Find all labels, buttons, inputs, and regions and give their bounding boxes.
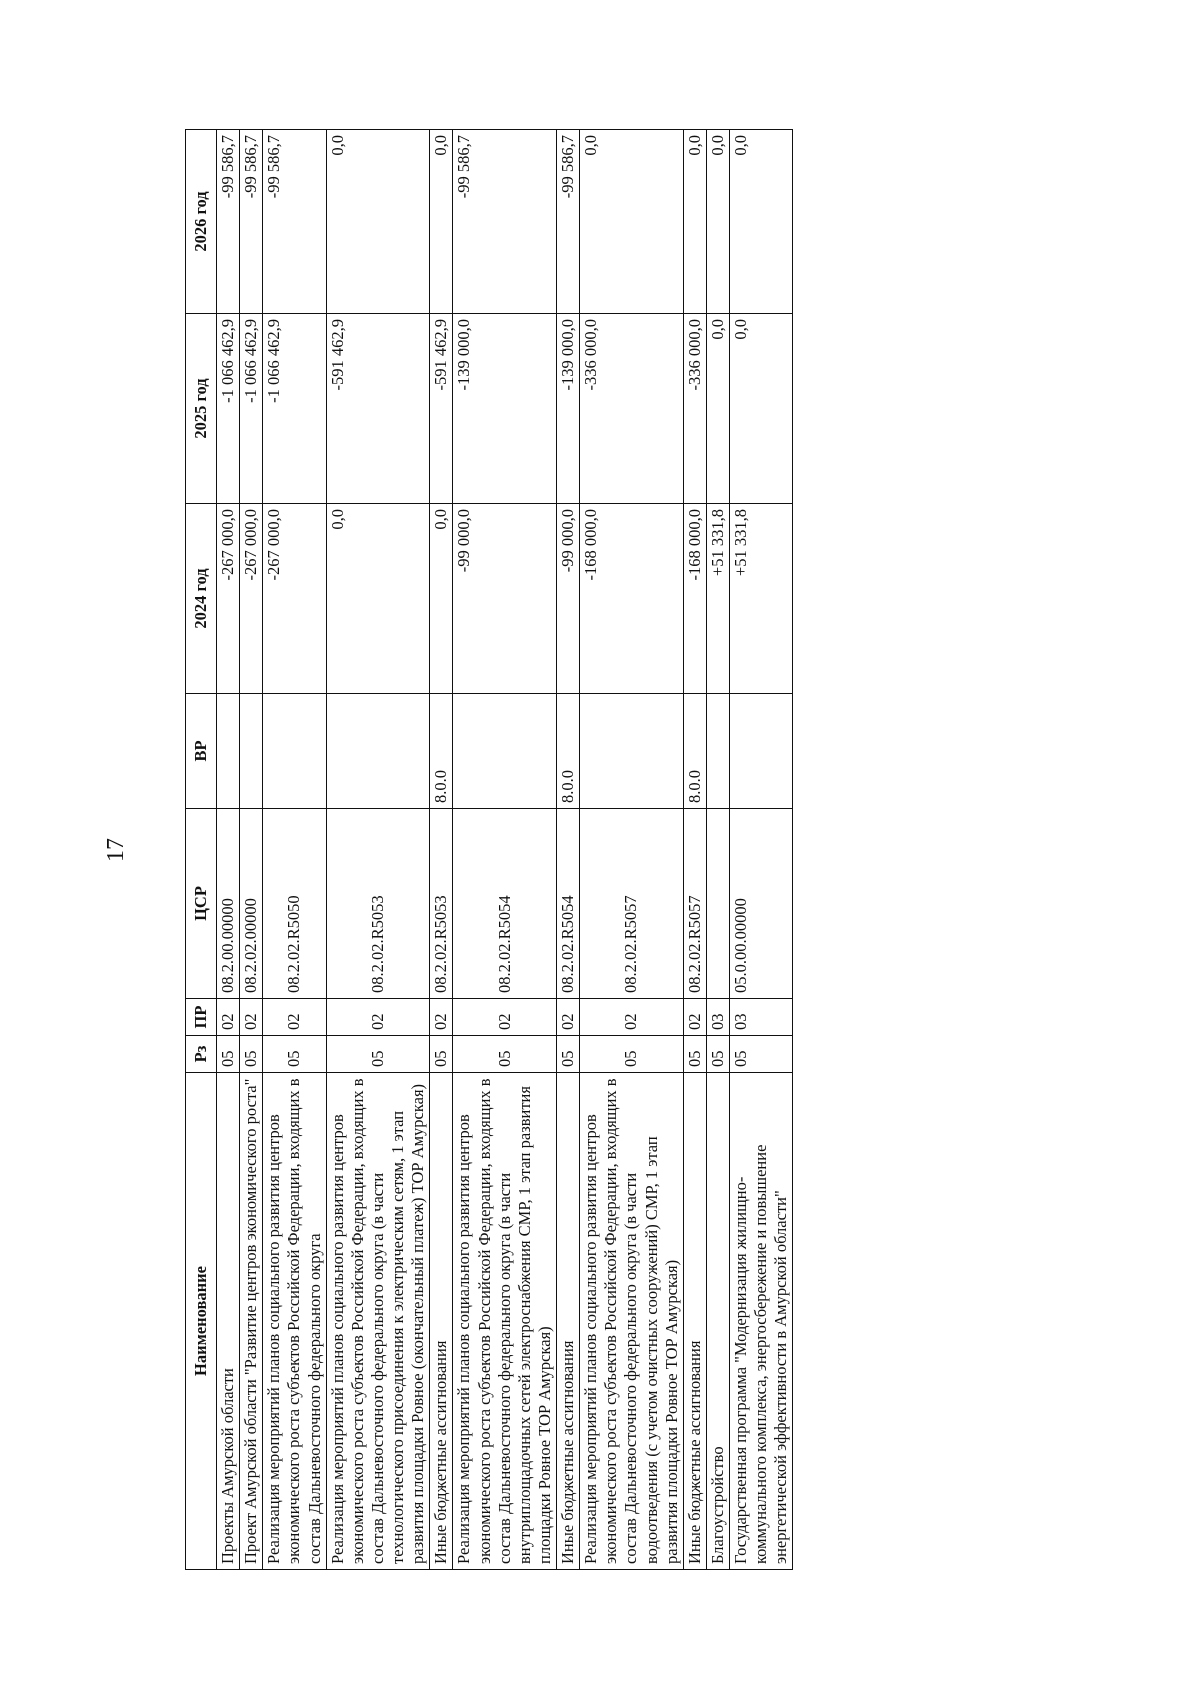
budget-table-container <box>185 130 1015 1570</box>
cell-2025: -591 462,9 <box>326 314 430 504</box>
cell-2025: 0,0 <box>706 314 729 504</box>
cell-2026: 0,0 <box>730 130 793 314</box>
table-header-row <box>186 130 217 1570</box>
cell-rz: 05 <box>557 1036 580 1073</box>
table-row <box>263 130 326 1570</box>
cell-vr: 8.0.0 <box>430 694 453 809</box>
cell-name: Иные бюджетные ассигнования <box>683 1073 706 1570</box>
cell-2025: 0,0 <box>730 314 793 504</box>
cell-2025: -336 000,0 <box>580 314 684 504</box>
cell-2026: -99 586,7 <box>453 130 557 314</box>
cell-name: Иные бюджетные ассигнования <box>430 1073 453 1570</box>
cell-2025: -1 066 462,9 <box>217 314 240 504</box>
header-2024: 2024 год <box>186 504 217 694</box>
cell-name: Реализация мероприятий планов социального развития центров экономического роста субъектов Российской Федерации, входящих в состав Дальневосточного федерального округа <box>263 1073 326 1570</box>
cell-pr: 02 <box>557 999 580 1036</box>
table-row <box>240 130 263 1570</box>
cell-csr <box>706 809 729 999</box>
budget-table <box>185 129 793 1570</box>
cell-vr <box>217 694 240 809</box>
cell-name: Реализация мероприятий планов социального развития центров экономического роста субъектов Российской Федерации, входящих в состав Дальневосточного федерального округа (в части водоотведения (с учетом очистных сооружений) СМР, 1 этап развития площадки Ровное ТОР Амурская) <box>580 1073 684 1570</box>
cell-pr: 02 <box>453 999 557 1036</box>
cell-2025: -139 000,0 <box>453 314 557 504</box>
cell-2024: -267 000,0 <box>217 504 240 694</box>
header-2025: 2025 год <box>186 314 217 504</box>
cell-2024: +51 331,8 <box>730 504 793 694</box>
table-row <box>683 130 706 1570</box>
table-row <box>326 130 430 1570</box>
cell-name: Благоустройство <box>706 1073 729 1570</box>
cell-2026: -99 586,7 <box>557 130 580 314</box>
cell-pr: 02 <box>683 999 706 1036</box>
cell-rz: 05 <box>683 1036 706 1073</box>
cell-vr <box>730 694 793 809</box>
cell-rz: 05 <box>217 1036 240 1073</box>
cell-vr <box>453 694 557 809</box>
cell-vr <box>706 694 729 809</box>
cell-name: Реализация мероприятий планов социального развития центров экономического роста субъектов Российской Федерации, входящих в состав Дальневосточного федерального округа (в части внутриплощадочных сетей электроснабжения СМР, 1 этап развития площадки Ровное ТОР Амурская) <box>453 1073 557 1570</box>
cell-name: Иные бюджетные ассигнования <box>557 1073 580 1570</box>
cell-rz: 05 <box>240 1036 263 1073</box>
cell-csr: 08.2.02.R5054 <box>453 809 557 999</box>
cell-pr: 02 <box>430 999 453 1036</box>
cell-2025: -139 000,0 <box>557 314 580 504</box>
header-2026: 2026 год <box>186 130 217 314</box>
cell-name: Реализация мероприятий планов социального развития центров экономического роста субъектов Российской Федерации, входящих в состав Дальневосточного федерального округа (в части технологического присоединения к электрическим сетям, 1 этап развития площадки Ровное (окончательный платеж) ТОР Амурская) <box>326 1073 430 1570</box>
table-row <box>217 130 240 1570</box>
cell-rz: 05 <box>263 1036 326 1073</box>
cell-name: Государственная программа "Модернизация жилищно-коммунального комплекса, энергосбережение и повышение энергетической эффективности в Амурской области" <box>730 1073 793 1570</box>
cell-2026: -99 586,7 <box>263 130 326 314</box>
header-vr: ВР <box>186 694 217 809</box>
cell-csr: 08.2.02.R5050 <box>263 809 326 999</box>
cell-csr: 08.2.02.R5053 <box>326 809 430 999</box>
table-row <box>557 130 580 1570</box>
cell-2024: -267 000,0 <box>240 504 263 694</box>
cell-2026: -99 586,7 <box>240 130 263 314</box>
header-name: Наименование <box>186 1073 217 1570</box>
cell-rz: 05 <box>326 1036 430 1073</box>
cell-csr: 08.2.02.R5053 <box>430 809 453 999</box>
cell-2026: 0,0 <box>430 130 453 314</box>
cell-vr: 8.0.0 <box>683 694 706 809</box>
cell-2024: -267 000,0 <box>263 504 326 694</box>
table-row <box>453 130 557 1570</box>
cell-2024: -99 000,0 <box>453 504 557 694</box>
cell-csr: 05.0.00.00000 <box>730 809 793 999</box>
cell-rz: 05 <box>730 1036 793 1073</box>
cell-2026: 0,0 <box>580 130 684 314</box>
cell-pr: 02 <box>263 999 326 1036</box>
table-row <box>580 130 684 1570</box>
rotated-table-frame <box>185 130 1015 1570</box>
cell-rz: 05 <box>706 1036 729 1073</box>
header-rz: Рз <box>186 1036 217 1073</box>
cell-csr: 08.2.00.00000 <box>217 809 240 999</box>
header-pr: ПР <box>186 999 217 1036</box>
table-row <box>730 130 793 1570</box>
cell-2024: -168 000,0 <box>580 504 684 694</box>
cell-vr <box>580 694 684 809</box>
table-row <box>430 130 453 1570</box>
cell-vr <box>263 694 326 809</box>
cell-csr: 08.2.02.R5057 <box>580 809 684 999</box>
cell-name: Проекты Амурской области <box>217 1073 240 1570</box>
cell-2024: -99 000,0 <box>557 504 580 694</box>
header-csr: ЦСР <box>186 809 217 999</box>
cell-2026: -99 586,7 <box>217 130 240 314</box>
cell-vr: 8.0.0 <box>557 694 580 809</box>
cell-2026: 0,0 <box>683 130 706 314</box>
cell-vr <box>240 694 263 809</box>
cell-pr: 02 <box>240 999 263 1036</box>
cell-name: Проект Амурской области "Развитие центров экономического роста" <box>240 1073 263 1570</box>
cell-rz: 05 <box>453 1036 557 1073</box>
cell-2026: 0,0 <box>326 130 430 314</box>
cell-2025: -591 462,9 <box>430 314 453 504</box>
cell-csr: 08.2.02.R5057 <box>683 809 706 999</box>
cell-2025: -1 066 462,9 <box>263 314 326 504</box>
cell-2025: -336 000,0 <box>683 314 706 504</box>
cell-2025: -1 066 462,9 <box>240 314 263 504</box>
cell-rz: 05 <box>580 1036 684 1073</box>
cell-csr: 08.2.02.00000 <box>240 809 263 999</box>
cell-2024: 0,0 <box>430 504 453 694</box>
page-number: 17 <box>103 838 129 862</box>
cell-2026: 0,0 <box>706 130 729 314</box>
cell-rz: 05 <box>430 1036 453 1073</box>
cell-2024: +51 331,8 <box>706 504 729 694</box>
cell-pr: 02 <box>217 999 240 1036</box>
cell-pr: 02 <box>580 999 684 1036</box>
table-row <box>706 130 729 1570</box>
cell-2024: -168 000,0 <box>683 504 706 694</box>
cell-pr: 02 <box>326 999 430 1036</box>
cell-csr: 08.2.02.R5054 <box>557 809 580 999</box>
cell-2024: 0,0 <box>326 504 430 694</box>
cell-vr <box>326 694 430 809</box>
cell-pr: 03 <box>730 999 793 1036</box>
cell-pr: 03 <box>706 999 729 1036</box>
